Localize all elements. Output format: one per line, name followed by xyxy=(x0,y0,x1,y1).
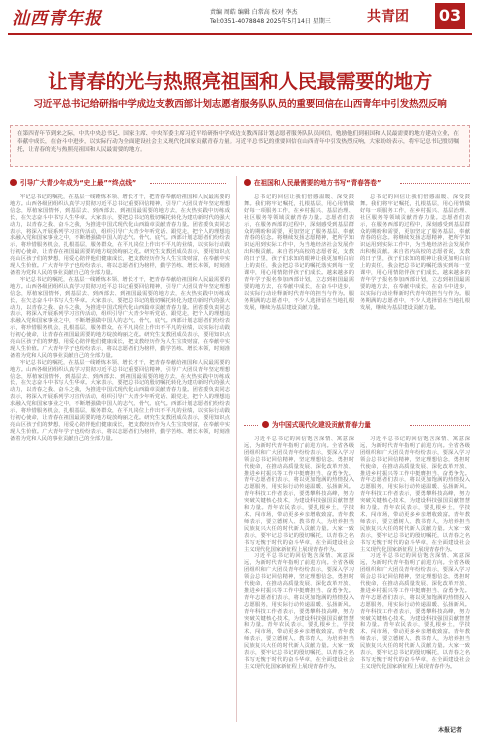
body-text: 牢记总书记的嘱托，在基层一线锤炼本领、增长才干，把青春奉献给祖国和人民最需要的地方。山西各级团组织认真学习贯彻习近平总书记重要回信精神，引导广大团员青年坚定理想信念，厚植家国情怀，到基层去、到西部去、到祖国最需要的地方去，在火热实践中历练成长，在矢志奋斗中书写人生华章。大家表示，要把总书记的殷切嘱托转化为建功新时代的强大动力，以青春之我、奋斗之我，为推进中国式现代化山西篇章贡献青春力量。团省委负责同志表示，将深入开展系列学习宣传活动，组织引导广大青少年听党话、跟党走，把个人的理想追求融入党和国家事业之中，不断增强做中国人的志气、骨气、底气。西部计划志愿者们纷纷表示，将珍惜服务机会，扎根基层，服务群众，在平凡岗位上作出不平凡的业绩，以实际行动践行初心使命，让青春在祖国最需要的地方绽放绚丽之花。研究生支教团成员表示，要用知识点亮山区孩子们的梦想，用爱心陪伴他们健康成长，把支教经历作为人生宝贵财富，在奉献中实现人生价值。广大青年学子也纷纷表示，将以志愿者们为榜样，勤学苦练、增长本领，时刻准备着为党和人民的事业贡献自己的全部力量。 xyxy=(10,276,230,359)
section-rule xyxy=(244,425,258,426)
section-name: 共青团 xyxy=(367,9,409,25)
bullet-mark-icon xyxy=(262,421,269,428)
column-divider xyxy=(236,176,237,722)
body-text: 习近平总书记的回信饱含深情、寓意深远，为新时代青年指明了前进方向。全省各级团组织和广大团员青年纷纷表示，要深入学习领会总书记回信精神，坚定理想信念，勇担时代使命，在推动高质量发展、深化改革开放、推进乡村振兴等工作中挺膺担当、奋勇争先。青年志愿者们表示，将以更加饱满的热情投入志愿服务，用实际行动传递温暖、弘扬新风。青年科技工作者表示，要勇攀科技高峰，努力突破关键核心技术，为建设科技强国贡献智慧和力量。青年农民表示，要扎根乡土，学技术、闯市场，带动更多乡亲增收致富。青年教师表示，要立德树人、教书育人，为培养担当民族复兴大任的时代新人贡献力量。大家一致表示，要牢记总书记的殷切嘱托，以青春之名书写无愧于时代的奋斗华章，在全面建设社会主义现代化国家新征程上展现青春作为。 xyxy=(360,436,470,553)
section-title: 为中国式现代化建设贡献青春力量 xyxy=(272,421,371,429)
section-title: 在祖国和人民最需要的地方书写“青春答卷” xyxy=(254,179,382,187)
column-right-bottom xyxy=(360,436,470,720)
subheadline: 习近平总书记给研指中学成边支教西部计划志愿者服务队队员的重要回信在山西青年中引发热烈反响 xyxy=(33,99,447,110)
column-right-top xyxy=(360,194,470,412)
body-text: 牢记总书记的嘱托，在基层一线锤炼本领、增长才干，把青春奉献给祖国和人民最需要的地方。山西各级团组织认真学习贯彻习近平总书记重要回信精神，引导广大团员青年坚定理想信念，厚植家国情怀，到基层去、到西部去、到祖国最需要的地方去，在火热实践中历练成长，在矢志奋斗中书写人生华章。大家表示，要把总书记的殷切嘱托转化为建功新时代的强大动力，以青春之我、奋斗之我，为推进中国式现代化山西篇章贡献青春力量。团省委负责同志表示，将深入开展系列学习宣传活动，组织引导广大青少年听党话、跟党走，把个人的理想追求融入党和国家事业之中，不断增强做中国人的志气、骨气、底气。西部计划志愿者们纷纷表示，将珍惜服务机会，扎根基层，服务群众，在平凡岗位上作出不平凡的业绩，以实际行动践行初心使命，让青春在祖国最需要的地方绽放绚丽之花。研究生支教团成员表示，要用知识点亮山区孩子们的梦想，用爱心陪伴他们健康成长，把支教经历作为人生宝贵财富，在奉献中实现人生价值。广大青年学子也纷纷表示，将以志愿者们为榜样，勤学苦练、增长本领，时刻准备着为党和人民的事业贡献自己的全部力量。 xyxy=(10,194,230,276)
section-rule xyxy=(410,425,470,426)
column-left xyxy=(10,194,230,720)
masthead xyxy=(0,0,480,34)
body-text: 习近平总书记的回信饱含深情、寓意深远，为新时代青年指明了前进方向。全省各级团组织和广大团员青年纷纷表示，要深入学习领会总书记回信精神，坚定理想信念，勇担时代使命，在推动高质量发展、深化改革开放、推进乡村振兴等工作中挺膺担当、奋勇争先。青年志愿者们表示，将以更加饱满的热情投入志愿服务，用实际行动传递温暖、弘扬新风。青年科技工作者表示，要勇攀科技高峰，努力突破关键核心技术，为建设科技强国贡献智慧和力量。青年农民表示，要扎根乡土，学技术、闯市场，带动更多乡亲增收致富。青年教师表示，要立德树人、教书育人，为培养担当民族复兴大任的时代新人贡献力量。大家一致表示，要牢记总书记的殷切嘱托，以青春之名书写无愧于时代的奋斗华章，在全面建设社会主义现代化国家新征程上展现青春作为。 xyxy=(244,436,354,553)
body-text: 牢记总书记的嘱托，在基层一线锤炼本领、增长才干，把青春奉献给祖国和人民最需要的地方。山西各级团组织认真学习贯彻习近平总书记重要回信精神，引导广大团员青年坚定理想信念，厚植家国情怀，到基层去、到西部去、到祖国最需要的地方去，在火热实践中历练成长，在矢志奋斗中书写人生华章。大家表示，要把总书记的殷切嘱托转化为建功新时代的强大动力，以青春之我、奋斗之我，为推进中国式现代化山西篇章贡献青春力量。团省委负责同志表示，将深入开展系列学习宣传活动，组织引导广大青少年听党话、跟党走，把个人的理想追求融入党和国家事业之中，不断增强做中国人的志气、骨气、底气。西部计划志愿者们纷纷表示，将珍惜服务机会，扎根基层，服务群众，在平凡岗位上作出不平凡的业绩，以实际行动践行初心使命，让青春在祖国最需要的地方绽放绚丽之花。研究生支教团成员表示，要用知识点亮山区孩子们的梦想，用爱心陪伴他们健康成长，把支教经历作为人生宝贵财富，在奉献中实现人生价值。广大青年学子也纷纷表示，将以志愿者们为榜样，勤学苦练、增长本领，时刻准备着为党和人民的事业贡献自己的全部力量。 xyxy=(10,359,230,442)
headline: 让青春的光与热照亮祖国和人民最需要的地方 xyxy=(47,70,432,93)
byline: 本报记者 xyxy=(438,727,463,734)
section-header-2 xyxy=(244,177,381,189)
lead-paragraph: 在第四青年节到来之际，中共中央总书记、国家主席、中央军委主席习近平给研指中学成边支教西部计划志愿者服务队队员回信，勉励他们到祖国和人民最需要的地方建功立业，在奉献中成长，在奋斗中进步，以实际行动为全面建设社会主义现代化国家贡献青春力量。习近平总书记的重要回信在山西青年中引发热烈反响，大家纷纷表示，将牢记总书记殷切嘱托，让青春的光与热照亮祖国和人民最需要的地方。 xyxy=(10,125,470,167)
column-middle-bottom xyxy=(244,436,354,720)
section-rule xyxy=(400,183,470,184)
issue-date: Tel:0351-4078848 2025年5月14日 星期三 xyxy=(210,18,331,25)
bullet-mark-icon xyxy=(244,179,251,186)
editor-credits: 责编 周皓 编辑 白常高 校对 李杰 xyxy=(210,9,298,16)
body-text: 习近平总书记的回信饱含深情、寓意深远，为新时代青年指明了前进方向。全省各级团组织和广大团员青年纷纷表示，要深入学习领会总书记回信精神，坚定理想信念，勇担时代使命，在推动高质量发展、深化改革开放、推进乡村振兴等工作中挺膺担当、奋勇争先。青年志愿者们表示，将以更加饱满的热情投入志愿服务，用实际行动传递温暖、弘扬新风。青年科技工作者表示，要勇攀科技高峰，努力突破关键核心技术，为建设科技强国贡献智慧和力量。青年农民表示，要扎根乡土，学技术、闯市场，带动更多乡亲增收致富。青年教师表示，要立德树人、教书育人，为培养担当民族复兴大任的时代新人贡献力量。大家一致表示，要牢记总书记的殷切嘱托，以青春之名书写无愧于时代的奋斗华章，在全面建设社会主义现代化国家新征程上展现青春作为。 xyxy=(360,553,470,670)
section-title: 引导广大青少年成为“史上最”“终点线” xyxy=(20,179,137,187)
newspaper-logo: 汕西青年报 xyxy=(12,9,102,29)
column-middle-top xyxy=(244,194,354,412)
body-text: 习近平总书记的回信饱含深情、寓意深远，为新时代青年指明了前进方向。全省各级团组织和广大团员青年纷纷表示，要深入学习领会总书记回信精神，坚定理想信念，勇担时代使命，在推动高质量发展、深化改革开放、推进乡村振兴等工作中挺膺担当、奋勇争先。青年志愿者们表示，将以更加饱满的热情投入志愿服务，用实际行动传递温暖、弘扬新风。青年科技工作者表示，要勇攀科技高峰，努力突破关键核心技术，为建设科技强国贡献智慧和力量。青年农民表示，要扎根乡土，学技术、闯市场，带动更多乡亲增收致富。青年教师表示，要立德树人、教书育人，为培养担当民族复兴大任的时代新人贡献力量。大家一致表示，要牢记总书记的殷切嘱托，以青春之名书写无愧于时代的奋斗华章，在全面建设社会主义现代化国家新征程上展现青春作为。 xyxy=(244,553,354,670)
section-header-1 xyxy=(10,177,136,189)
masthead-rule xyxy=(8,33,472,35)
section-header-3 xyxy=(262,419,371,431)
page-number-badge: 03 xyxy=(435,3,465,29)
bullet-mark-icon xyxy=(10,179,17,186)
body-text: 总书记的回信让我们倍感温暖、深受鼓舞。我们将牢记嘱托，扎根基层，用心用情做好每一项服务工作，在乡村振兴、基层治理、社区服务等领域贡献青春力量。志愿者们表示，在服务西部的过程中，深刻感受到基层群众的期盼和需要，更加坚定了服务基层、奉献青春的信念。将继续发扬志愿精神，把所学知识运用到实际工作中，为当地经济社会发展作出积极贡献。来自省内高校的志愿者说，支教的日子里，孩子们求知的眼神让我更加明白肩上的责任，我会把总书记的嘱托落实到每一堂课中，用心用情陪伴孩子们成长。越来越多的青年学子报名参加西部计划，立志到祖国最需要的地方去，在奉献中成长，在奋斗中进步，以实际行动诠释新时代青年的担当与作为。服务期满的志愿者中，不少人选择留在当地扎根发展，继续为基层建设贡献力量。 xyxy=(360,194,470,311)
body-text: 总书记的回信让我们倍感温暖、深受鼓舞。我们将牢记嘱托，扎根基层，用心用情做好每一项服务工作，在乡村振兴、基层治理、社区服务等领域贡献青春力量。志愿者们表示，在服务西部的过程中，深刻感受到基层群众的期盼和需要，更加坚定了服务基层、奉献青春的信念。将继续发扬志愿精神，把所学知识运用到实际工作中，为当地经济社会发展作出积极贡献。来自省内高校的志愿者说，支教的日子里，孩子们求知的眼神让我更加明白肩上的责任，我会把总书记的嘱托落实到每一堂课中，用心用情陪伴孩子们成长。越来越多的青年学子报名参加西部计划，立志到祖国最需要的地方去，在奉献中成长，在奋斗中进步，以实际行动诠释新时代青年的担当与作为。服务期满的志愿者中，不少人选择留在当地扎根发展，继续为基层建设贡献力量。 xyxy=(244,194,354,311)
section-rule xyxy=(150,183,226,184)
